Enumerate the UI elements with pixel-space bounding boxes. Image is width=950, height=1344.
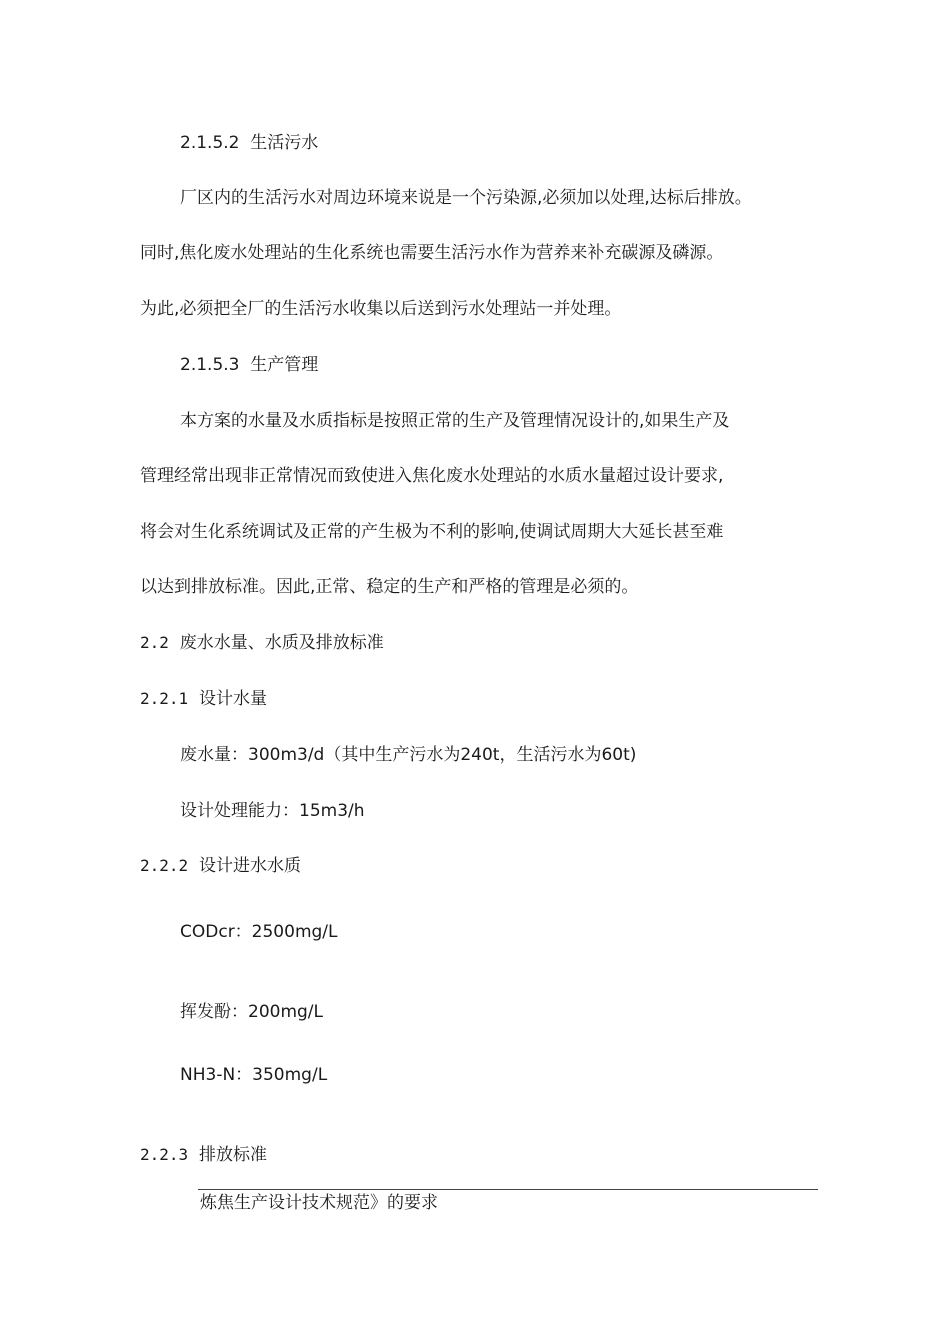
heading-2-2 [140,632,384,654]
paragraph-line: 将会对生化系统调试及正常的产生极为不利的影响,使调试周期大大延长甚至难 [140,522,724,542]
heading-number: 2.2.3 [140,1145,189,1164]
paragraph-line: 管理经常出现非正常情况而致使进入焦化废水处理站的水质水量超过设计要求, [140,466,724,486]
heading-2-1-5-2 [180,132,318,154]
design-capacity: 设计处理能力：15m3/h [180,801,365,821]
heading-number: 2.1.5.2 [180,133,240,153]
nh3n-value: NH3-N：350mg/L [180,1065,328,1085]
heading-title: 生产管理 [250,355,319,375]
table-top-rule [198,1189,818,1190]
heading-number: 2.2.2 [140,856,189,875]
paragraph-line: 同时,焦化废水处理站的生化系统也需要生活污水作为营养来补充碳源及磷源。 [140,243,724,263]
standard-requirement: 炼焦生产设计技术规范》的要求 [200,1193,438,1213]
heading-2-2-1 [140,688,267,710]
heading-number: 2.2 [140,633,169,652]
heading-2-2-3 [140,1144,267,1166]
phenol-value: 挥发酚：200mg/L [180,1002,323,1022]
heading-number: 2.2.1 [140,689,189,708]
heading-title: 生活污水 [250,133,319,153]
heading-2-1-5-3 [180,354,318,376]
heading-title: 设计进水水质 [198,856,301,876]
heading-2-2-2 [140,855,301,877]
heading-title: 排放标准 [198,1145,267,1165]
heading-title: 废水水量、水质及排放标准 [179,633,384,653]
heading-number: 2.1.5.3 [180,355,240,375]
paragraph-line: 厂区内的生活污水对周边环境来说是一个污染源,必须加以处理,达标后排放。 [180,188,752,208]
wastewater-volume: 废水量：300m3/d（其中生产污水为240t，生活污水为60t) [180,745,637,765]
paragraph-line: 为此,必须把全厂的生活污水收集以后送到污水处理站一并处理。 [140,299,622,319]
codcr-value: CODcr：2500mg/L [180,922,338,942]
paragraph-line: 本方案的水量及水质指标是按照正常的生产及管理情况设计的,如果生产及 [180,411,730,431]
paragraph-line: 以达到排放标准。因此,正常、稳定的生产和严格的管理是必须的。 [140,577,639,597]
heading-title: 设计水量 [198,689,267,709]
